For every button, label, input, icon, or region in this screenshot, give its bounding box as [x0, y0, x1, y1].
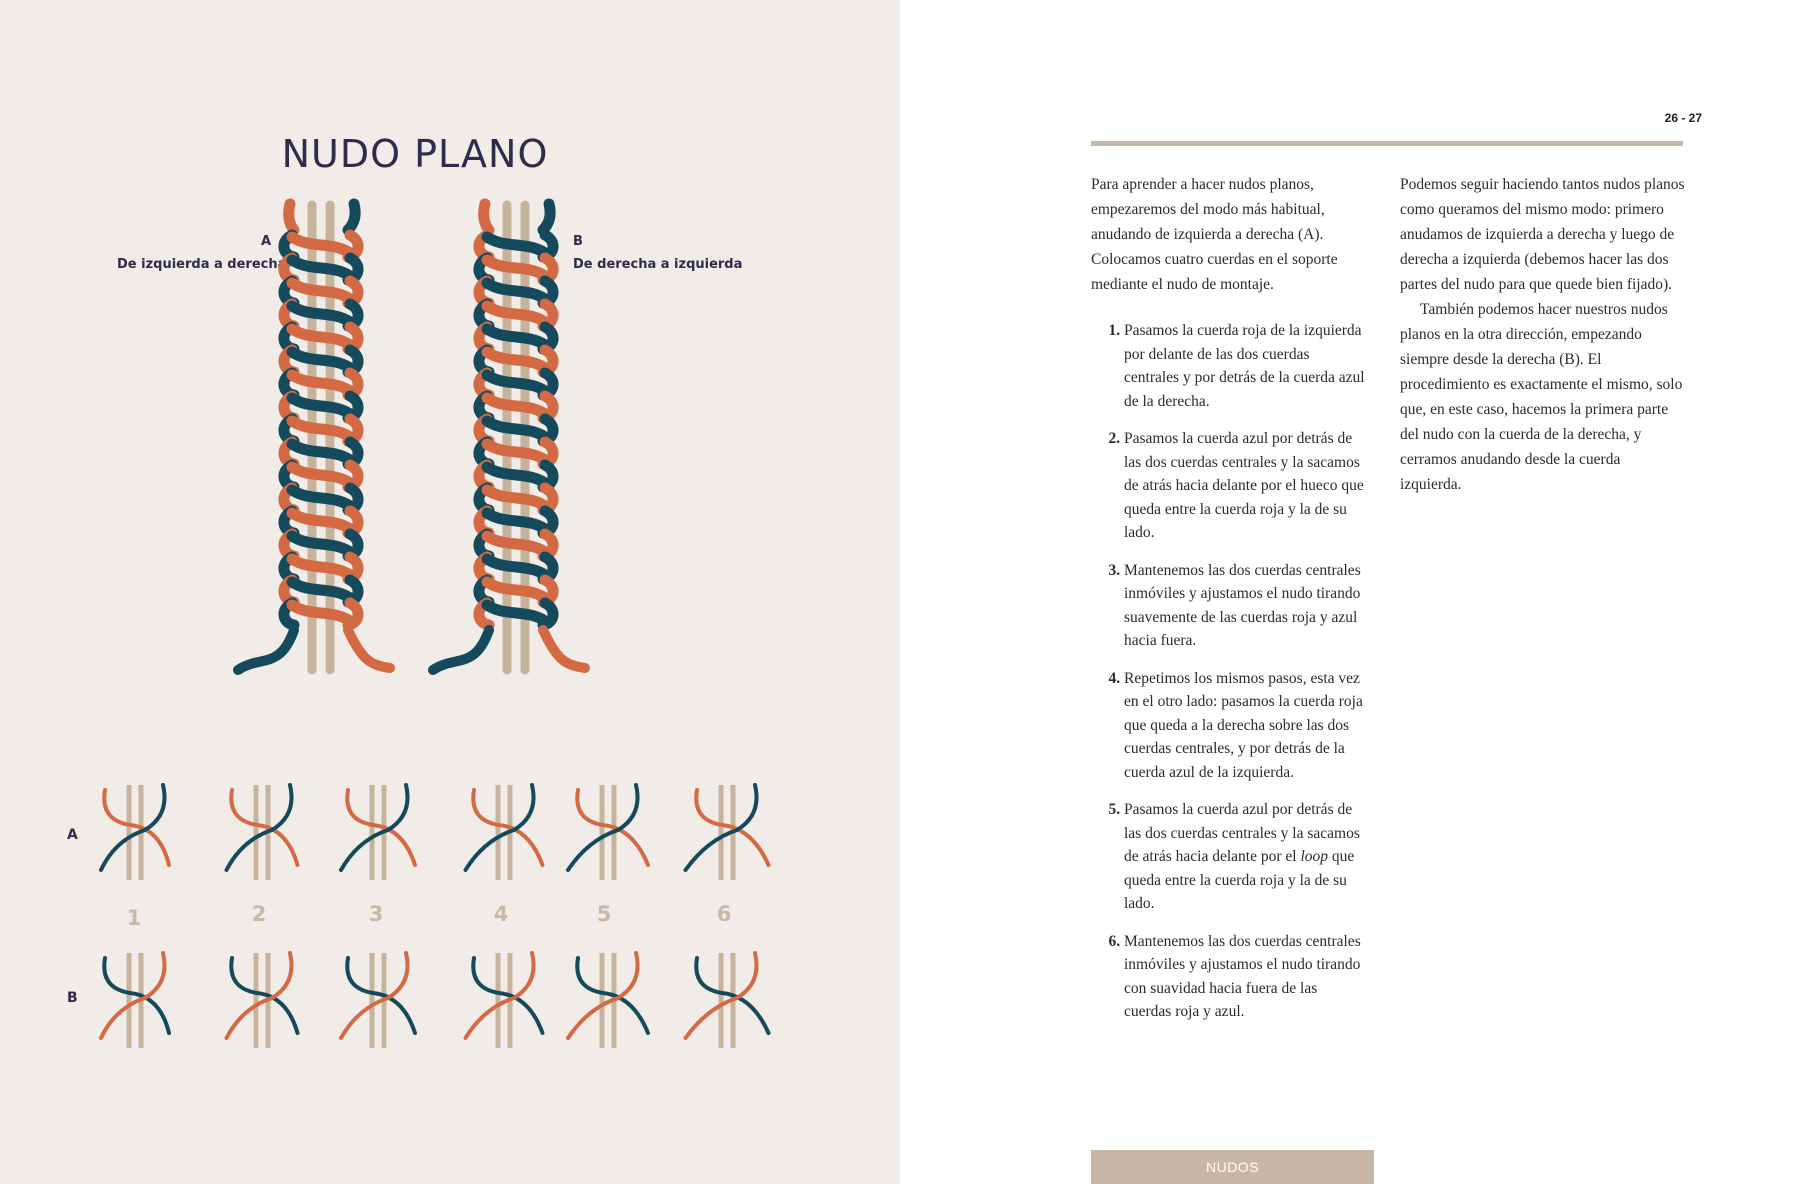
knot-crossing: [292, 398, 350, 414]
step-item-6: 6. Mantenemos las dos cuerdas centrales inmóviles y ajustamos el nudo tirando con suavidad hacia fuera de las cuerdas roja y azul.: [1124, 930, 1366, 1024]
knot-crossing: [487, 306, 545, 322]
knot-crossing: [487, 467, 545, 483]
step-number-5: 5: [596, 902, 612, 926]
variant-a-letter: A: [261, 234, 272, 249]
knot-crossing: [292, 582, 350, 598]
knot-crossing: [487, 329, 545, 345]
step-item-1: 1. Pasamos la cuerda roja de la izquierda por delante de las dos cuerdas centrales y por detrás de la cuerda azul de la derecha.: [1124, 319, 1366, 413]
step-item-5: [1124, 798, 1366, 916]
step-cord: [104, 958, 169, 1033]
step-cord: [231, 790, 297, 865]
cord-tail: [348, 630, 390, 668]
knot-crossing: [292, 559, 350, 575]
knot-crossing: [487, 352, 545, 368]
page-title: NUDO PLANO: [281, 132, 549, 176]
steps-list: [1091, 319, 1366, 1024]
step-cord: [104, 790, 169, 865]
step-row-b-letter: B: [67, 990, 78, 1006]
step-diagrams-row-b: [0, 938, 820, 1068]
cord-tail: [238, 630, 294, 670]
knot-crossing: [487, 559, 545, 575]
cord-tail: [543, 630, 585, 668]
knot-crossing: [292, 237, 350, 253]
knot-crossing: [292, 536, 350, 552]
step-cord: [227, 785, 292, 870]
step-item-4: 4. Repetimos los mismos pasos, esta vez en el otro lado: pasamos la cuerda roja que queda a la derecha sobre las dos cuerdas centrales, y por detrás de la cuerda azul de la izquierda.: [1124, 667, 1366, 785]
step-cord: [101, 785, 165, 870]
variant-b-letter: B: [573, 234, 583, 249]
step-number-2: 2: [251, 902, 267, 926]
direction-paragraph: También podemos hacer nuestros nudos planos en la otra dirección, empezando siempre desde la derecha (B). El procedimiento es exactamente el mismo, solo que, en este caso, hacemos la primera parte del nudo con la cuerda de la derecha, y cerramos anudando desde la cuerda izquierda.: [1400, 301, 1683, 493]
knot-crossing: [292, 605, 350, 621]
knot-crossing: [292, 421, 350, 437]
knot-crossing: [292, 444, 350, 460]
step-5-italic-word: loop: [1300, 848, 1328, 865]
text-column-right: [1400, 172, 1685, 497]
knot-crossing: [292, 490, 350, 506]
continuation-paragraph: Podemos seguir haciendo tantos nudos planos como queramos del mismo modo: primero anudamos de izquierda a derecha y luego de derecha a izquierda (debemos hacer las dos partes del nudo para que quede bien fijado).: [1400, 176, 1685, 293]
square-knot-braid-b-illustration: [445, 200, 605, 680]
top-rule: [1091, 141, 1683, 146]
text-column-left: [1091, 172, 1366, 1038]
cord-end: [348, 204, 355, 230]
knot-crossing: [292, 283, 350, 299]
cord-end: [484, 204, 489, 230]
square-knot-braid-a-illustration: [250, 200, 410, 680]
cord-tail: [433, 630, 489, 670]
step-number-6: 6: [716, 902, 732, 926]
cord-end: [543, 204, 550, 230]
knot-crossing: [292, 375, 350, 391]
knot-crossing: [487, 398, 545, 414]
knot-crossing: [292, 467, 350, 483]
step-diagrams-row-a: [0, 770, 820, 900]
cord-end: [289, 204, 294, 230]
step-cord: [231, 958, 297, 1033]
knot-crossing: [487, 605, 545, 621]
knot-crossing: [487, 260, 545, 276]
step-cord: [101, 953, 165, 1038]
page-numbers: 26 - 27: [1664, 111, 1702, 125]
knot-crossing: [487, 421, 545, 437]
knot-crossing: [487, 490, 545, 506]
step-cord: [347, 790, 415, 865]
knot-crossing: [487, 582, 545, 598]
variant-a-caption: De izquierda a derecha: [117, 257, 287, 272]
variant-b-caption: De derecha a izquierda: [573, 257, 743, 272]
knot-crossing: [487, 513, 545, 529]
knot-crossing: [292, 260, 350, 276]
knot-crossing: [487, 283, 545, 299]
step-number-3: 3: [368, 902, 384, 926]
section-footer-tab: NUDOS: [1091, 1150, 1374, 1184]
step-number-1: 1: [126, 906, 142, 930]
step-5-text-after: que queda entre la cuerda roja y la de su lado.: [1124, 848, 1355, 912]
step-cord: [347, 958, 415, 1033]
step-row-a-letter: A: [67, 827, 78, 843]
knot-crossing: [292, 352, 350, 368]
step-5-text-before: Pasamos la cuerda azul por detrás de las dos cuerdas centrales y la sacamos de atrás hacia delante por el: [1124, 801, 1360, 865]
knot-crossing: [487, 444, 545, 460]
knot-crossing: [292, 513, 350, 529]
intro-paragraph: Para aprender a hacer nudos planos, empezaremos del modo más habitual, anudando de izquierda a derecha (A). Colocamos cuatro cuerdas en el soporte mediante el nudo de montaje.: [1091, 176, 1338, 293]
step-cord: [227, 953, 292, 1038]
right-page: [900, 0, 1800, 1184]
knot-crossing: [487, 237, 545, 253]
knot-crossing: [292, 306, 350, 322]
knot-crossing: [487, 536, 545, 552]
knot-crossing: [487, 375, 545, 391]
knot-crossing: [292, 329, 350, 345]
step-number-4: 4: [493, 902, 509, 926]
step-item-2: 2. Pasamos la cuerda azul por detrás de las dos cuerdas centrales y la sacamos de atrás hacia delante por el hueco que queda entre la cuerda roja y la de su lado.: [1124, 427, 1366, 545]
step-item-3: 3. Mantenemos las dos cuerdas centrales inmóviles y ajustamos el nudo tirando suavemente de las cuerdas roja y azul hacia fuera.: [1124, 559, 1366, 653]
